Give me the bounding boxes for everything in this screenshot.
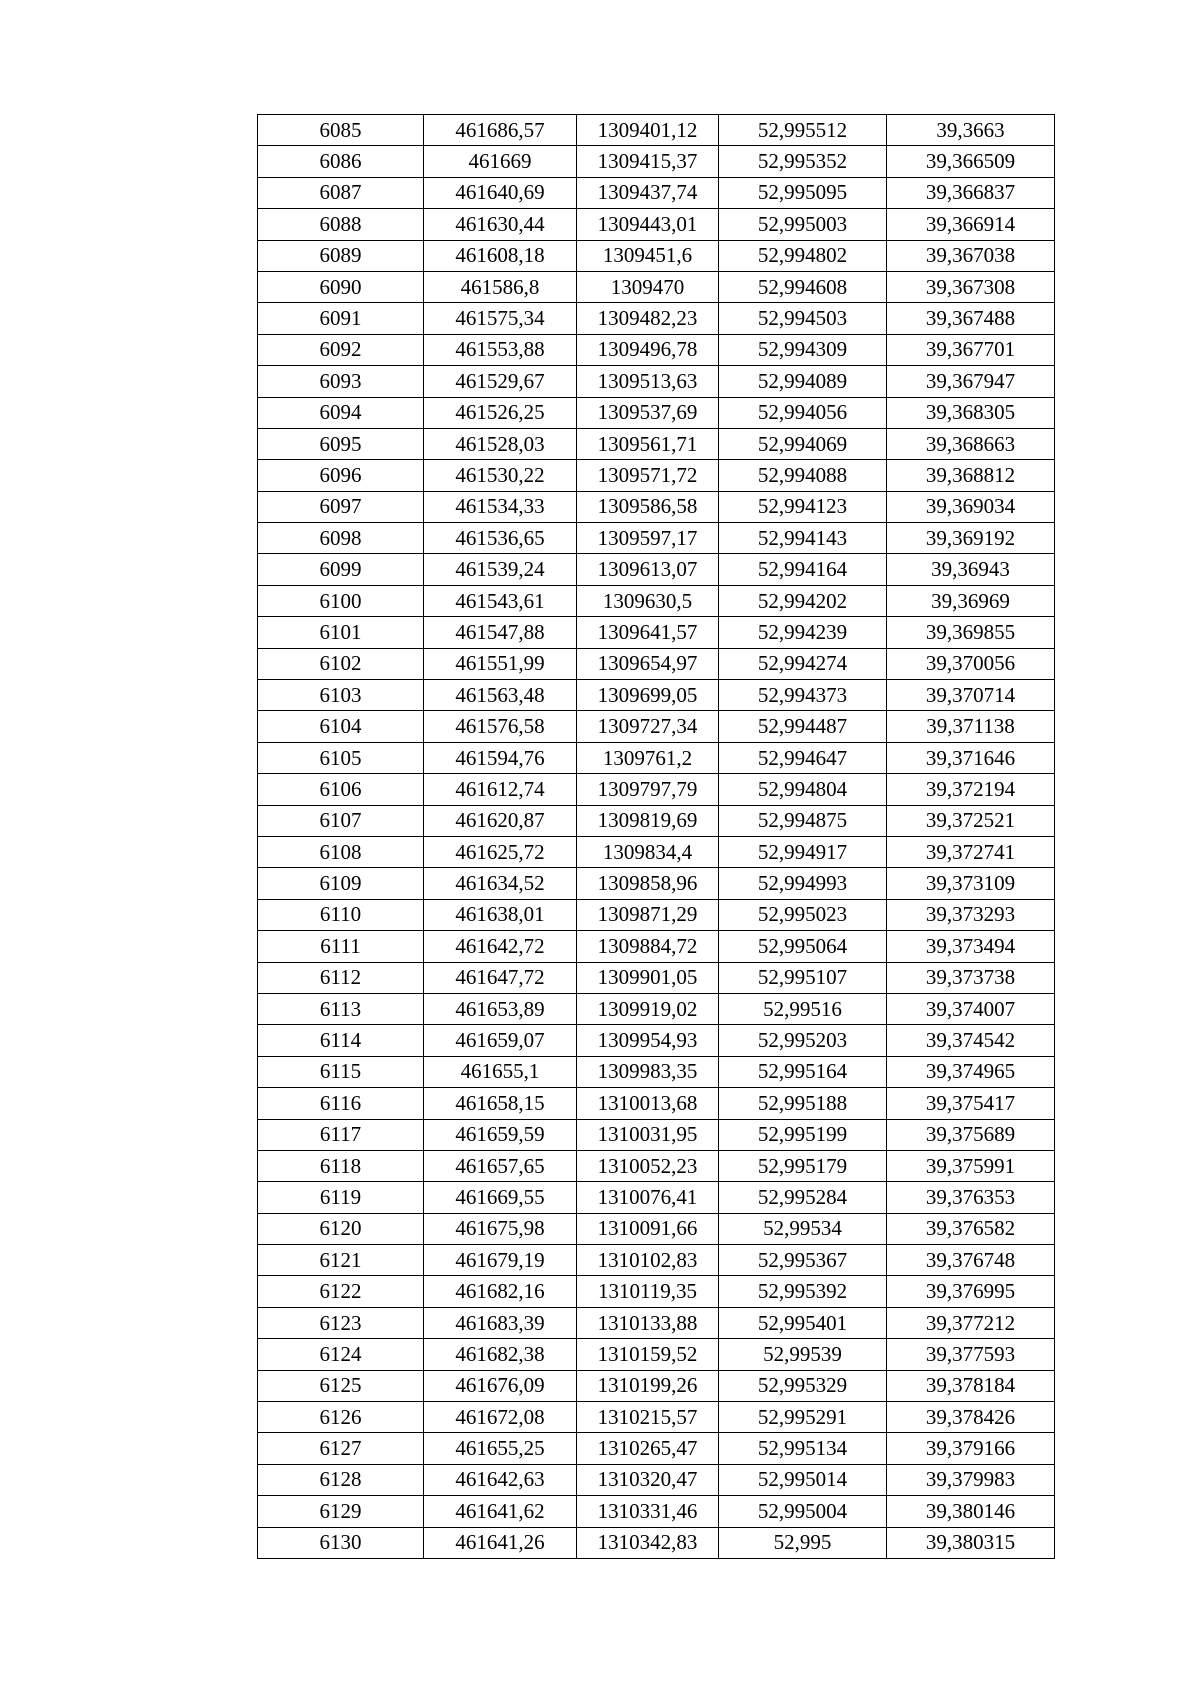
y-coordinate-cell: 1309983,35 <box>577 1056 719 1087</box>
longitude-cell: 39,379166 <box>887 1433 1055 1464</box>
table-row <box>258 334 1055 365</box>
table-row <box>258 993 1055 1024</box>
x-coordinate-cell: 461683,39 <box>424 1307 577 1338</box>
point-number-cell: 6101 <box>258 617 424 648</box>
y-coordinate-cell: 1309761,2 <box>577 742 719 773</box>
longitude-cell: 39,379983 <box>887 1464 1055 1495</box>
longitude-cell: 39,373738 <box>887 962 1055 993</box>
point-number-cell: 6106 <box>258 774 424 805</box>
point-number-cell: 6107 <box>258 805 424 836</box>
y-coordinate-cell: 1309797,79 <box>577 774 719 805</box>
table-row <box>258 1150 1055 1181</box>
longitude-cell: 39,377212 <box>887 1307 1055 1338</box>
table-row <box>258 1464 1055 1495</box>
y-coordinate-cell: 1310320,47 <box>577 1464 719 1495</box>
point-number-cell: 6120 <box>258 1213 424 1244</box>
table-row <box>258 1402 1055 1433</box>
latitude-cell: 52,994804 <box>719 774 887 805</box>
latitude-cell: 52,994647 <box>719 742 887 773</box>
latitude-cell: 52,995023 <box>719 899 887 930</box>
latitude-cell: 52,995 <box>719 1527 887 1558</box>
x-coordinate-cell: 461669,55 <box>424 1182 577 1213</box>
latitude-cell: 52,995401 <box>719 1307 887 1338</box>
table-row <box>258 1527 1055 1558</box>
latitude-cell: 52,99534 <box>719 1213 887 1244</box>
x-coordinate-cell: 461675,98 <box>424 1213 577 1244</box>
latitude-cell: 52,994993 <box>719 868 887 899</box>
y-coordinate-cell: 1310052,23 <box>577 1150 719 1181</box>
latitude-cell: 52,994487 <box>719 711 887 742</box>
y-coordinate-cell: 1310091,66 <box>577 1213 719 1244</box>
table-row <box>258 868 1055 899</box>
latitude-cell: 52,995134 <box>719 1433 887 1464</box>
longitude-cell: 39,376582 <box>887 1213 1055 1244</box>
longitude-cell: 39,373494 <box>887 931 1055 962</box>
latitude-cell: 52,995291 <box>719 1402 887 1433</box>
point-number-cell: 6126 <box>258 1402 424 1433</box>
point-number-cell: 6129 <box>258 1496 424 1527</box>
longitude-cell: 39,368663 <box>887 428 1055 459</box>
y-coordinate-cell: 1309871,29 <box>577 899 719 930</box>
y-coordinate-cell: 1310159,52 <box>577 1339 719 1370</box>
table-row <box>258 1496 1055 1527</box>
point-number-cell: 6100 <box>258 585 424 616</box>
latitude-cell: 52,994069 <box>719 428 887 459</box>
table-row <box>258 1370 1055 1401</box>
latitude-cell: 52,994143 <box>719 523 887 554</box>
longitude-cell: 39,370714 <box>887 680 1055 711</box>
point-number-cell: 6092 <box>258 334 424 365</box>
table-row <box>258 931 1055 962</box>
x-coordinate-cell: 461679,19 <box>424 1245 577 1276</box>
y-coordinate-cell: 1309954,93 <box>577 1025 719 1056</box>
table-row <box>258 648 1055 679</box>
table-row <box>258 1245 1055 1276</box>
y-coordinate-cell: 1309901,05 <box>577 962 719 993</box>
table-row <box>258 805 1055 836</box>
longitude-cell: 39,367947 <box>887 366 1055 397</box>
y-coordinate-cell: 1309437,74 <box>577 177 719 208</box>
longitude-cell: 39,373293 <box>887 899 1055 930</box>
table-row <box>258 711 1055 742</box>
latitude-cell: 52,994274 <box>719 648 887 679</box>
longitude-cell: 39,372521 <box>887 805 1055 836</box>
point-number-cell: 6088 <box>258 209 424 240</box>
table-row <box>258 774 1055 805</box>
latitude-cell: 52,994309 <box>719 334 887 365</box>
latitude-cell: 52,994088 <box>719 460 887 491</box>
x-coordinate-cell: 461594,76 <box>424 742 577 773</box>
latitude-cell: 52,994056 <box>719 397 887 428</box>
x-coordinate-cell: 461647,72 <box>424 962 577 993</box>
latitude-cell: 52,994202 <box>719 585 887 616</box>
y-coordinate-cell: 1309496,78 <box>577 334 719 365</box>
longitude-cell: 39,380315 <box>887 1527 1055 1558</box>
point-number-cell: 6116 <box>258 1088 424 1119</box>
table-row <box>258 146 1055 177</box>
x-coordinate-cell: 461608,18 <box>424 240 577 271</box>
latitude-cell: 52,995367 <box>719 1245 887 1276</box>
latitude-cell: 52,995014 <box>719 1464 887 1495</box>
y-coordinate-cell: 1309630,5 <box>577 585 719 616</box>
coordinates-table <box>257 114 1055 1559</box>
longitude-cell: 39,375417 <box>887 1088 1055 1119</box>
x-coordinate-cell: 461655,1 <box>424 1056 577 1087</box>
point-number-cell: 6123 <box>258 1307 424 1338</box>
table-row <box>258 460 1055 491</box>
longitude-cell: 39,376353 <box>887 1182 1055 1213</box>
longitude-cell: 39,368812 <box>887 460 1055 491</box>
x-coordinate-cell: 461642,72 <box>424 931 577 962</box>
x-coordinate-cell: 461676,09 <box>424 1370 577 1401</box>
point-number-cell: 6104 <box>258 711 424 742</box>
table-row <box>258 1213 1055 1244</box>
point-number-cell: 6124 <box>258 1339 424 1370</box>
y-coordinate-cell: 1309537,69 <box>577 397 719 428</box>
point-number-cell: 6087 <box>258 177 424 208</box>
point-number-cell: 6108 <box>258 836 424 867</box>
table-row <box>258 1182 1055 1213</box>
latitude-cell: 52,994503 <box>719 303 887 334</box>
x-coordinate-cell: 461553,88 <box>424 334 577 365</box>
point-number-cell: 6113 <box>258 993 424 1024</box>
x-coordinate-cell: 461620,87 <box>424 805 577 836</box>
table-row <box>258 271 1055 302</box>
table-row <box>258 1339 1055 1370</box>
table-row <box>258 1056 1055 1087</box>
table-row <box>258 1307 1055 1338</box>
x-coordinate-cell: 461642,63 <box>424 1464 577 1495</box>
longitude-cell: 39,367308 <box>887 271 1055 302</box>
latitude-cell: 52,994239 <box>719 617 887 648</box>
longitude-cell: 39,369034 <box>887 491 1055 522</box>
latitude-cell: 52,995003 <box>719 209 887 240</box>
latitude-cell: 52,995095 <box>719 177 887 208</box>
longitude-cell: 39,371138 <box>887 711 1055 742</box>
latitude-cell: 52,995188 <box>719 1088 887 1119</box>
table-row <box>258 491 1055 522</box>
point-number-cell: 6094 <box>258 397 424 428</box>
y-coordinate-cell: 1309597,17 <box>577 523 719 554</box>
x-coordinate-cell: 461543,61 <box>424 585 577 616</box>
table-row <box>258 523 1055 554</box>
point-number-cell: 6098 <box>258 523 424 554</box>
longitude-cell: 39,366837 <box>887 177 1055 208</box>
point-number-cell: 6102 <box>258 648 424 679</box>
longitude-cell: 39,371646 <box>887 742 1055 773</box>
y-coordinate-cell: 1309443,01 <box>577 209 719 240</box>
longitude-cell: 39,376748 <box>887 1245 1055 1276</box>
y-coordinate-cell: 1309819,69 <box>577 805 719 836</box>
table-row <box>258 1119 1055 1150</box>
longitude-cell: 39,380146 <box>887 1496 1055 1527</box>
x-coordinate-cell: 461659,59 <box>424 1119 577 1150</box>
table-row <box>258 680 1055 711</box>
x-coordinate-cell: 461575,34 <box>424 303 577 334</box>
point-number-cell: 6128 <box>258 1464 424 1495</box>
longitude-cell: 39,372741 <box>887 836 1055 867</box>
latitude-cell: 52,99539 <box>719 1339 887 1370</box>
y-coordinate-cell: 1309586,58 <box>577 491 719 522</box>
x-coordinate-cell: 461539,24 <box>424 554 577 585</box>
point-number-cell: 6099 <box>258 554 424 585</box>
x-coordinate-cell: 461682,38 <box>424 1339 577 1370</box>
point-number-cell: 6117 <box>258 1119 424 1150</box>
table-row <box>258 240 1055 271</box>
point-number-cell: 6097 <box>258 491 424 522</box>
latitude-cell: 52,994164 <box>719 554 887 585</box>
table-row <box>258 962 1055 993</box>
table-row <box>258 585 1055 616</box>
point-number-cell: 6125 <box>258 1370 424 1401</box>
point-number-cell: 6095 <box>258 428 424 459</box>
point-number-cell: 6119 <box>258 1182 424 1213</box>
y-coordinate-cell: 1309613,07 <box>577 554 719 585</box>
table-row <box>258 366 1055 397</box>
point-number-cell: 6118 <box>258 1150 424 1181</box>
latitude-cell: 52,995329 <box>719 1370 887 1401</box>
latitude-cell: 52,995164 <box>719 1056 887 1087</box>
latitude-cell: 52,995392 <box>719 1276 887 1307</box>
x-coordinate-cell: 461551,99 <box>424 648 577 679</box>
longitude-cell: 39,378426 <box>887 1402 1055 1433</box>
y-coordinate-cell: 1310342,83 <box>577 1527 719 1558</box>
point-number-cell: 6096 <box>258 460 424 491</box>
y-coordinate-cell: 1310013,68 <box>577 1088 719 1119</box>
point-number-cell: 6121 <box>258 1245 424 1276</box>
table-row <box>258 1276 1055 1307</box>
y-coordinate-cell: 1310133,88 <box>577 1307 719 1338</box>
latitude-cell: 52,994875 <box>719 805 887 836</box>
y-coordinate-cell: 1310031,95 <box>577 1119 719 1150</box>
point-number-cell: 6110 <box>258 899 424 930</box>
point-number-cell: 6093 <box>258 366 424 397</box>
x-coordinate-cell: 461686,57 <box>424 115 577 146</box>
latitude-cell: 52,995203 <box>719 1025 887 1056</box>
latitude-cell: 52,994373 <box>719 680 887 711</box>
longitude-cell: 39,374007 <box>887 993 1055 1024</box>
y-coordinate-cell: 1309641,57 <box>577 617 719 648</box>
point-number-cell: 6086 <box>258 146 424 177</box>
y-coordinate-cell: 1309415,37 <box>577 146 719 177</box>
x-coordinate-cell: 461526,25 <box>424 397 577 428</box>
longitude-cell: 39,36943 <box>887 554 1055 585</box>
point-number-cell: 6111 <box>258 931 424 962</box>
y-coordinate-cell: 1309401,12 <box>577 115 719 146</box>
x-coordinate-cell: 461586,8 <box>424 271 577 302</box>
y-coordinate-cell: 1310076,41 <box>577 1182 719 1213</box>
x-coordinate-cell: 461625,72 <box>424 836 577 867</box>
table-row <box>258 397 1055 428</box>
x-coordinate-cell: 461529,67 <box>424 366 577 397</box>
longitude-cell: 39,374542 <box>887 1025 1055 1056</box>
x-coordinate-cell: 461658,15 <box>424 1088 577 1119</box>
point-number-cell: 6109 <box>258 868 424 899</box>
table-row <box>258 209 1055 240</box>
x-coordinate-cell: 461638,01 <box>424 899 577 930</box>
longitude-cell: 39,366914 <box>887 209 1055 240</box>
table-row <box>258 303 1055 334</box>
x-coordinate-cell: 461612,74 <box>424 774 577 805</box>
point-number-cell: 6122 <box>258 1276 424 1307</box>
x-coordinate-cell: 461534,33 <box>424 491 577 522</box>
y-coordinate-cell: 1309834,4 <box>577 836 719 867</box>
y-coordinate-cell: 1310331,46 <box>577 1496 719 1527</box>
y-coordinate-cell: 1309884,72 <box>577 931 719 962</box>
x-coordinate-cell: 461563,48 <box>424 680 577 711</box>
point-number-cell: 6130 <box>258 1527 424 1558</box>
longitude-cell: 39,369855 <box>887 617 1055 648</box>
y-coordinate-cell: 1310102,83 <box>577 1245 719 1276</box>
latitude-cell: 52,995199 <box>719 1119 887 1150</box>
x-coordinate-cell: 461634,52 <box>424 868 577 899</box>
table-row <box>258 617 1055 648</box>
longitude-cell: 39,370056 <box>887 648 1055 679</box>
point-number-cell: 6127 <box>258 1433 424 1464</box>
x-coordinate-cell: 461659,07 <box>424 1025 577 1056</box>
point-number-cell: 6090 <box>258 271 424 302</box>
longitude-cell: 39,374965 <box>887 1056 1055 1087</box>
point-number-cell: 6085 <box>258 115 424 146</box>
latitude-cell: 52,995064 <box>719 931 887 962</box>
latitude-cell: 52,994089 <box>719 366 887 397</box>
table-row <box>258 115 1055 146</box>
x-coordinate-cell: 461641,62 <box>424 1496 577 1527</box>
longitude-cell: 39,3663 <box>887 115 1055 146</box>
latitude-cell: 52,994802 <box>719 240 887 271</box>
x-coordinate-cell: 461669 <box>424 146 577 177</box>
longitude-cell: 39,367488 <box>887 303 1055 334</box>
x-coordinate-cell: 461547,88 <box>424 617 577 648</box>
longitude-cell: 39,376995 <box>887 1276 1055 1307</box>
x-coordinate-cell: 461536,65 <box>424 523 577 554</box>
y-coordinate-cell: 1309654,97 <box>577 648 719 679</box>
x-coordinate-cell: 461530,22 <box>424 460 577 491</box>
point-number-cell: 6114 <box>258 1025 424 1056</box>
y-coordinate-cell: 1309470 <box>577 271 719 302</box>
longitude-cell: 39,36969 <box>887 585 1055 616</box>
point-number-cell: 6089 <box>258 240 424 271</box>
x-coordinate-cell: 461641,26 <box>424 1527 577 1558</box>
longitude-cell: 39,372194 <box>887 774 1055 805</box>
latitude-cell: 52,994608 <box>719 271 887 302</box>
y-coordinate-cell: 1310119,35 <box>577 1276 719 1307</box>
latitude-cell: 52,995352 <box>719 146 887 177</box>
y-coordinate-cell: 1310215,57 <box>577 1402 719 1433</box>
y-coordinate-cell: 1309561,71 <box>577 428 719 459</box>
table-row <box>258 742 1055 773</box>
latitude-cell: 52,995004 <box>719 1496 887 1527</box>
longitude-cell: 39,375689 <box>887 1119 1055 1150</box>
table-row <box>258 836 1055 867</box>
x-coordinate-cell: 461655,25 <box>424 1433 577 1464</box>
coordinates-table-body <box>258 115 1055 1559</box>
y-coordinate-cell: 1309858,96 <box>577 868 719 899</box>
x-coordinate-cell: 461528,03 <box>424 428 577 459</box>
x-coordinate-cell: 461653,89 <box>424 993 577 1024</box>
longitude-cell: 39,373109 <box>887 868 1055 899</box>
latitude-cell: 52,99516 <box>719 993 887 1024</box>
table-row <box>258 1088 1055 1119</box>
point-number-cell: 6112 <box>258 962 424 993</box>
longitude-cell: 39,378184 <box>887 1370 1055 1401</box>
x-coordinate-cell: 461630,44 <box>424 209 577 240</box>
y-coordinate-cell: 1310265,47 <box>577 1433 719 1464</box>
point-number-cell: 6105 <box>258 742 424 773</box>
x-coordinate-cell: 461576,58 <box>424 711 577 742</box>
longitude-cell: 39,377593 <box>887 1339 1055 1370</box>
longitude-cell: 39,367038 <box>887 240 1055 271</box>
y-coordinate-cell: 1310199,26 <box>577 1370 719 1401</box>
table-row <box>258 1025 1055 1056</box>
latitude-cell: 52,995179 <box>719 1150 887 1181</box>
y-coordinate-cell: 1309482,23 <box>577 303 719 334</box>
y-coordinate-cell: 1309919,02 <box>577 993 719 1024</box>
y-coordinate-cell: 1309699,05 <box>577 680 719 711</box>
latitude-cell: 52,995512 <box>719 115 887 146</box>
point-number-cell: 6091 <box>258 303 424 334</box>
longitude-cell: 39,367701 <box>887 334 1055 365</box>
x-coordinate-cell: 461640,69 <box>424 177 577 208</box>
y-coordinate-cell: 1309571,72 <box>577 460 719 491</box>
table-row <box>258 899 1055 930</box>
table-row <box>258 428 1055 459</box>
point-number-cell: 6103 <box>258 680 424 711</box>
latitude-cell: 52,994123 <box>719 491 887 522</box>
longitude-cell: 39,366509 <box>887 146 1055 177</box>
latitude-cell: 52,994917 <box>719 836 887 867</box>
longitude-cell: 39,368305 <box>887 397 1055 428</box>
y-coordinate-cell: 1309727,34 <box>577 711 719 742</box>
latitude-cell: 52,995284 <box>719 1182 887 1213</box>
y-coordinate-cell: 1309451,6 <box>577 240 719 271</box>
latitude-cell: 52,995107 <box>719 962 887 993</box>
x-coordinate-cell: 461672,08 <box>424 1402 577 1433</box>
longitude-cell: 39,375991 <box>887 1150 1055 1181</box>
x-coordinate-cell: 461682,16 <box>424 1276 577 1307</box>
table-row <box>258 177 1055 208</box>
y-coordinate-cell: 1309513,63 <box>577 366 719 397</box>
x-coordinate-cell: 461657,65 <box>424 1150 577 1181</box>
table-row <box>258 554 1055 585</box>
point-number-cell: 6115 <box>258 1056 424 1087</box>
longitude-cell: 39,369192 <box>887 523 1055 554</box>
table-row <box>258 1433 1055 1464</box>
